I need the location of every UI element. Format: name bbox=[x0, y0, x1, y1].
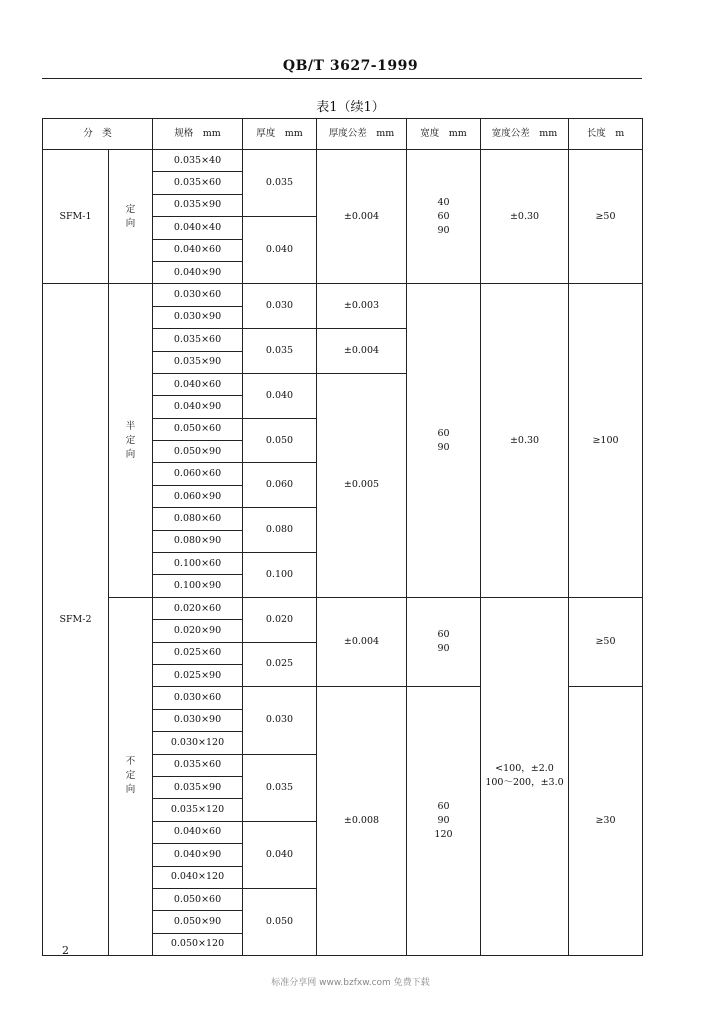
width-cell: 40 60 90 bbox=[407, 150, 481, 284]
thickness-cell: 0.030 bbox=[243, 687, 317, 754]
header-width-tol: 宽度公差 mm bbox=[481, 119, 569, 150]
thickness-cell: 0.050 bbox=[243, 888, 317, 955]
thickness-tol-cell: ±0.008 bbox=[317, 687, 407, 956]
width-tol-cell: <100，±2.0 100～200，±3.0 bbox=[481, 597, 569, 955]
thickness-cell: 0.050 bbox=[243, 418, 317, 463]
spec-cell: 0.025×90 bbox=[153, 664, 243, 686]
spec-cell: 0.040×60 bbox=[153, 373, 243, 395]
width-cell: 60 90 120 bbox=[407, 687, 481, 956]
spec-cell: 0.040×60 bbox=[153, 239, 243, 261]
spec-cell: 0.050×120 bbox=[153, 933, 243, 955]
thickness-cell: 0.040 bbox=[243, 821, 317, 888]
spec-cell: 0.050×60 bbox=[153, 418, 243, 440]
spec-cell: 0.035×90 bbox=[153, 194, 243, 216]
spec-cell: 0.035×120 bbox=[153, 799, 243, 821]
spec-cell: 0.050×90 bbox=[153, 441, 243, 463]
thickness-cell: 0.080 bbox=[243, 508, 317, 553]
thickness-cell: 0.100 bbox=[243, 553, 317, 598]
thickness-cell: 0.035 bbox=[243, 150, 317, 217]
width-cell: 60 90 bbox=[407, 284, 481, 597]
spec-cell: 0.060×90 bbox=[153, 485, 243, 507]
spec-cell: 0.030×60 bbox=[153, 687, 243, 709]
class-sfm1: SFM-1 bbox=[43, 150, 109, 284]
thickness-cell: 0.035 bbox=[243, 754, 317, 821]
spec-cell: 0.040×60 bbox=[153, 821, 243, 843]
spec-cell: 0.040×90 bbox=[153, 844, 243, 866]
length-cell: ≥50 bbox=[569, 150, 643, 284]
spec-cell: 0.035×60 bbox=[153, 172, 243, 194]
spec-cell: 0.030×90 bbox=[153, 306, 243, 328]
thickness-cell: 0.020 bbox=[243, 597, 317, 642]
thickness-cell: 0.040 bbox=[243, 217, 317, 284]
length-cell: ≥50 bbox=[569, 597, 643, 687]
spec-cell: 0.030×60 bbox=[153, 284, 243, 306]
header-rule bbox=[42, 78, 642, 79]
thickness-tol-cell: ±0.004 bbox=[317, 597, 407, 687]
orient-non: 不 定 向 bbox=[109, 597, 153, 955]
table-row bbox=[43, 284, 643, 306]
spec-cell: 0.060×60 bbox=[153, 463, 243, 485]
spec-cell: 0.025×60 bbox=[153, 642, 243, 664]
spec-cell: 0.035×60 bbox=[153, 754, 243, 776]
spec-cell: 0.050×60 bbox=[153, 888, 243, 910]
table-caption: 表1（续1） bbox=[316, 100, 385, 115]
spec-cell: 0.100×90 bbox=[153, 575, 243, 597]
spec-cell: 0.040×90 bbox=[153, 396, 243, 418]
table-row bbox=[43, 597, 643, 619]
header-thickness: 厚度 mm bbox=[243, 119, 317, 150]
header-classification: 分 类 bbox=[43, 119, 153, 150]
spec-cell: 0.030×120 bbox=[153, 732, 243, 754]
width-tol-cell: ±0.30 bbox=[481, 284, 569, 597]
spec-cell: 0.040×120 bbox=[153, 866, 243, 888]
thickness-cell: 0.040 bbox=[243, 373, 317, 418]
header-thickness-tol: 厚度公差 mm bbox=[317, 119, 407, 150]
thickness-cell: 0.035 bbox=[243, 329, 317, 374]
table-row bbox=[43, 150, 643, 172]
thickness-cell: 0.030 bbox=[243, 284, 317, 329]
width-cell: 60 90 bbox=[407, 597, 481, 687]
spec-cell: 0.020×90 bbox=[153, 620, 243, 642]
thickness-cell: 0.060 bbox=[243, 463, 317, 508]
spec-cell: 0.080×60 bbox=[153, 508, 243, 530]
length-cell: ≥30 bbox=[569, 687, 643, 956]
thickness-tol-cell: ±0.003 bbox=[317, 284, 407, 329]
standard-code: QB/T 3627-1999 bbox=[282, 58, 419, 74]
header-row bbox=[43, 119, 643, 150]
header-spec: 规格 mm bbox=[153, 119, 243, 150]
spec-cell: 0.035×60 bbox=[153, 329, 243, 351]
header-width: 宽度 mm bbox=[407, 119, 481, 150]
length-cell: ≥100 bbox=[569, 284, 643, 597]
spec-cell: 0.035×40 bbox=[153, 150, 243, 172]
orient-semi: 半 定 向 bbox=[109, 284, 153, 597]
spec-cell: 0.030×90 bbox=[153, 709, 243, 731]
orient-sfm1: 定 向 bbox=[109, 150, 153, 284]
spec-cell: 0.080×90 bbox=[153, 530, 243, 552]
class-sfm2: SFM-2 bbox=[43, 284, 109, 956]
thickness-tol-cell: ±0.004 bbox=[317, 329, 407, 374]
spec-cell: 0.020×60 bbox=[153, 597, 243, 619]
spec-cell: 0.050×90 bbox=[153, 911, 243, 933]
width-tol-cell: ±0.30 bbox=[481, 150, 569, 284]
thickness-tol-cell: ±0.004 bbox=[317, 150, 407, 284]
page-number: 2 bbox=[62, 944, 69, 957]
thickness-cell: 0.025 bbox=[243, 642, 317, 687]
spec-cell: 0.035×90 bbox=[153, 351, 243, 373]
header-length: 长度 m bbox=[569, 119, 643, 150]
spec-cell: 0.035×90 bbox=[153, 776, 243, 798]
spec-cell: 0.040×90 bbox=[153, 261, 243, 283]
footer-watermark: 标准分享网 www.bzfxw.com 免费下载 bbox=[271, 978, 430, 988]
thickness-tol-cell: ±0.005 bbox=[317, 373, 407, 597]
spec-table bbox=[42, 118, 643, 956]
spec-cell: 0.040×40 bbox=[153, 217, 243, 239]
spec-cell: 0.100×60 bbox=[153, 553, 243, 575]
